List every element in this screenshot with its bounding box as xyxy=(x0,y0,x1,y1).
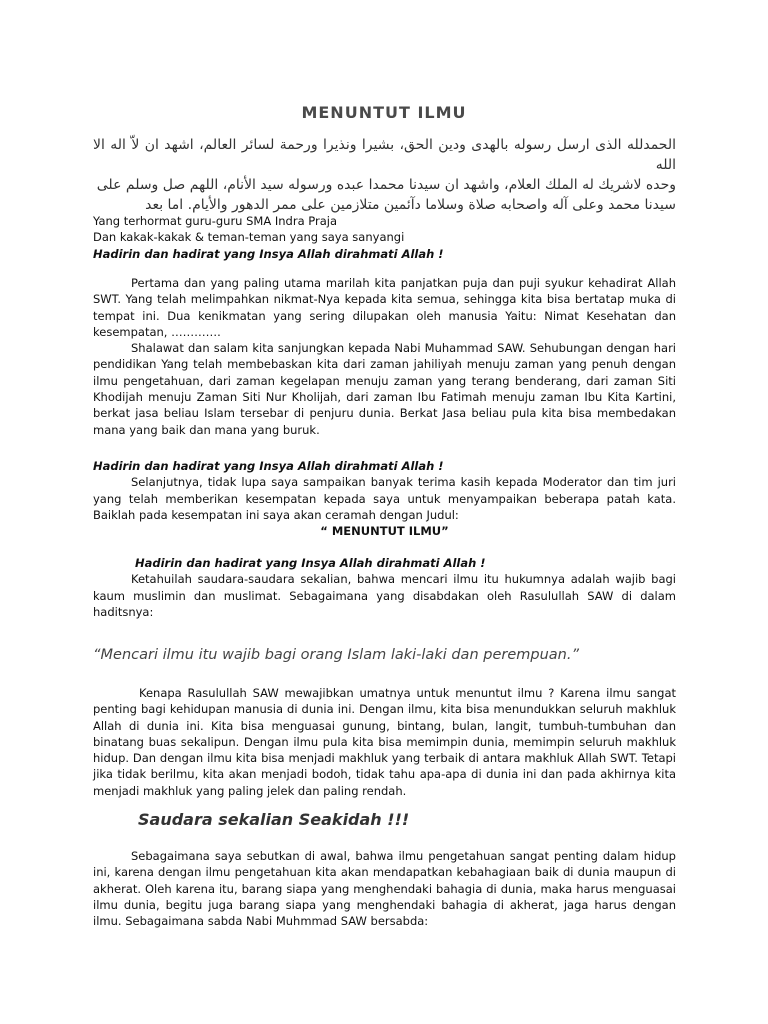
hadirin-line: Hadirin dan hadirat yang Insya Allah dirahmati Allah ! xyxy=(135,556,486,570)
greeting-block xyxy=(93,213,676,262)
arabic-opening xyxy=(93,135,676,215)
greeting-line: Yang terhormat guru-guru SMA Indra Praja xyxy=(93,214,338,228)
paragraph-block-2 xyxy=(93,458,676,539)
paragraph-kenapa: Kenapa Rasulullah SAW mewajibkan umatnya untuk menuntut ilmu ? Karena ilmu sangat penting bagi kehidupan manusia di dunia ini. Dengan ilmu, kita bisa menundukkan seluruh makhluk Allah di dunia ini. Kita bisa menguasai gunung, bintang, bulan, langit, tumbuh-tumbuhan dan binatang buas sekalipun. Dengan ilmu pula kita bisa memimpin dunia, memimpin seluruh makhluk hidup. Dan dengan ilmu kita bisa menjadi makhluk yang terbaik di antara makhluk Allah SWT. Tetapi jika tidak berilmu, kita akan menjadi bodoh, tidak tahu apa-apa di dunia ini dan pada akhirnya kita menjadi makhluk yang paling jelek dan paling rendah. xyxy=(93,686,676,798)
arabic-line: سيدنا محمد وعلى آله واصحابه صلاة وسلاما دآئمين متلازمين على ممر الدهور والأيام. اما بعد xyxy=(145,197,676,213)
paragraph-opening: Pertama dan yang paling utama marilah kita panjatkan puja dan puji syukur kehadirat Allah SWT. Yang telah melimpahkan nikmat-Nya kepada kita semua, sehingga kita bisa bertatap muka di tempat ini. Dua kenikmatan yang sering dilupakan oleh manusia Yaitu: Nimat Kesehatan dan kesempatan, …………. xyxy=(93,276,676,339)
paragraph-shalawat: Shalawat dan salam kita sanjungkan kepada Nabi Muhammad SAW. Sehubungan dengan hari pendidikan Yang telah membebaskan kita dari zaman jahiliyah menuju zaman yang penuh dengan ilmu pengetahuan, dari zaman kegelapan menuju zaman yang terang benderang, dari zaman Siti Khodijah menuju Zaman Siti Nur Kholijah, dari zaman Ibu Fatimah menuju zaman Ibu Kita Kartini, berkat jasa beliau Islam tersebar di penjuru dunia. Berkat Jasa beliau pula kita bisa membedakan mana yang baik dan mana yang buruk. xyxy=(93,341,676,437)
paragraph-block-1 xyxy=(93,275,676,438)
greeting-line: Dan kakak-kakak & teman-teman yang saya sanyangi xyxy=(93,230,405,245)
paragraph-wajib: Ketahuilah saudara-saudara sekalian, bahwa mencari ilmu itu hukumnya adalah wajib bagi kaum muslimin dan muslimat. Sebagaimana yang disabdakan oleh Rasulullah SAW di dalam haditsnya: xyxy=(93,572,676,619)
speech-title: “ MENUNTUT ILMU” xyxy=(320,524,449,539)
greeting-hadirin: Hadirin dan hadirat yang Insya Allah dirahmati Allah ! xyxy=(93,246,444,261)
page-title: MENUNTUT ILMU xyxy=(301,103,467,122)
paragraph-block-5 xyxy=(93,848,676,929)
paragraph-sebagaimana: Sebagaimana saya sebutkan di awal, bahwa ilmu pengetahuan sangat penting dalam hidup ini, karena dengan ilmu pengetahuan kita akan mendapatkan kebahagiaan baik di dunia maupun di akherat. Oleh karena itu, barang siapa yang menghendaki bahagia di dunia, maka harus menguasai ilmu dunia, begitu juga barang siapa yang menghendaki bahagia di akherat, jaga harus dengan ilmu. Sebagaimana sabda Nabi Muhmmad SAW bersabda: xyxy=(93,849,676,929)
paragraph-thanks: Selanjutnya, tidak lupa saya sampaikan banyak terima kasih kepada Moderator dan tim juri yang telah memberikan kesempatan kepada saya untuk menyampaikan beberapa patah kata. Baiklah pada kesempatan ini saya akan ceramah dengan Judul: xyxy=(93,475,676,522)
paragraph-block-4 xyxy=(93,685,676,799)
arabic-line: وحده لاشريك له الملك العلام، واشهد ان سيدنا محمدا عبده ورسوله سيد الأنام، اللهم صل وسلم على xyxy=(96,177,676,193)
hadith-quote: “Mencari ilmu itu wajib bagi orang Islam laki-laki dan perempuan.” xyxy=(93,647,579,663)
paragraph-block-3 xyxy=(93,555,676,620)
section-heading: Saudara sekalian Seakidah !!! xyxy=(138,810,410,829)
arabic-line: الحمدلله الذى ارسل رسوله بالهدى ودين الحق، بشيرا ونذيرا ورحمة لسائر العالم، اشهد ان لاّ اله الا الله xyxy=(93,137,676,173)
hadirin-line: Hadirin dan hadirat yang Insya Allah dirahmati Allah ! xyxy=(93,459,444,473)
